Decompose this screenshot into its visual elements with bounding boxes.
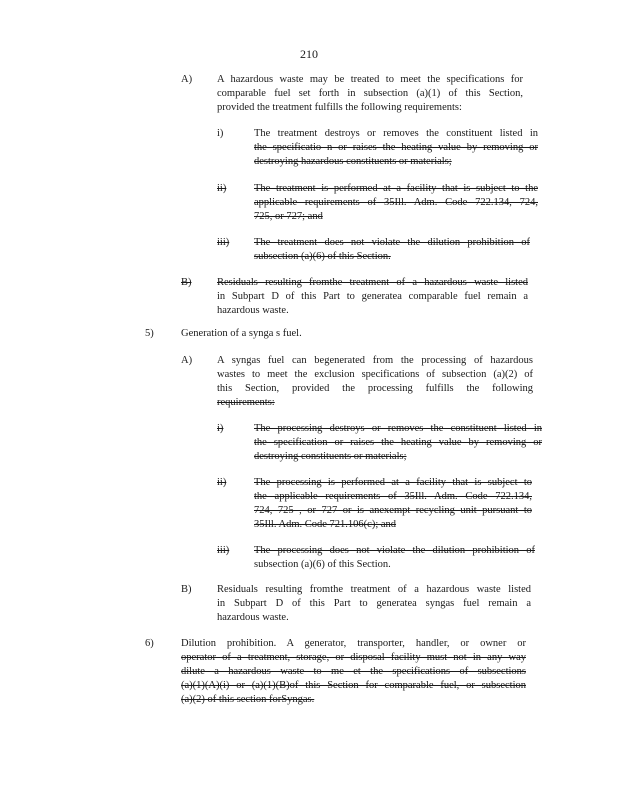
struck-text-line: subsection (a)(6) of this Section. <box>254 251 391 262</box>
text-line: Dilution prohibition. A generator, transporter, handler, or owner or <box>181 638 526 649</box>
struck-text-line: Residuals resulting fromthe treatment of a hazardous waste listed <box>217 277 528 288</box>
struck-text-line: 725, or 727; and <box>254 211 323 222</box>
section-heading-syngas-fuel <box>181 327 381 341</box>
paragraph-i-processing-destroys <box>254 422 542 464</box>
struck-text-line: 724, 725 , or 727 or is anexempt recycling unit pursuant to <box>254 505 532 516</box>
text-line: in Subpart D of this Part to generatea syngas fuel remain a <box>217 598 531 609</box>
page-number: 210 <box>300 47 318 61</box>
struck-text-line: (a)(1)(A)(i) or (a)(1)(B)of this Section for comparable fuel, or subsection <box>181 680 526 691</box>
paragraph-ii-processing-facility <box>254 476 532 532</box>
paragraph-dilution-prohibition <box>181 637 526 707</box>
item-label-a: A) <box>181 355 193 366</box>
paragraph-ii-treatment-facility <box>254 182 538 224</box>
paragraph-b-residuals-syngas <box>217 583 531 625</box>
item-label-a: A) <box>181 74 193 85</box>
text-line: provided the treatment fulfills the following requirements: <box>217 102 462 113</box>
struck-text-line: the specification or raises the heating value by removing or <box>254 437 542 448</box>
struck-text-line: applicable requirements of 35Ill. Adm. Code 722.134, 724, <box>254 197 538 208</box>
item-label-i: i) <box>217 423 224 434</box>
struck-text-line: requirements: <box>217 397 275 408</box>
text-line: Generation of a synga s fuel. <box>181 328 302 339</box>
struck-text-line: operator of a treatment, storage, or disposal facility must not in any way <box>181 652 526 663</box>
struck-text-line: The treatment does not violate the dilution prohibition of <box>254 237 530 248</box>
item-label-b: B) <box>181 277 192 288</box>
struck-text-line: destroying constituents or materials; <box>254 451 407 462</box>
struck-text-line: The processing does not violate the dilution prohibition of <box>254 545 535 556</box>
item-label-ii: ii) <box>217 183 227 194</box>
text-line: A syngas fuel can begenerated from the processing of hazardous <box>217 355 533 366</box>
struck-text-line: The treatment is performed at a facility that is subject to the <box>254 183 538 194</box>
paragraph-iii-processing-dilution <box>254 544 535 572</box>
text-line: subsection (a)(6) of this Section. <box>254 559 391 570</box>
struck-text-line: destroying hazardous constituents or materials; <box>254 156 452 167</box>
paragraph-i-treatment-destroys <box>254 127 538 169</box>
struck-text-line: the applicable requirements of 35Ill. Adm. Code 722.134, <box>254 491 532 502</box>
text-line: hazardous waste. <box>217 305 289 316</box>
item-label-iii: iii) <box>217 237 230 248</box>
section-label-6: 6) <box>145 638 154 649</box>
struck-text-line: The processing is performed at a facility that is subject to <box>254 477 532 488</box>
item-label-ii: ii) <box>217 477 227 488</box>
text-line: comparable fuel set forth in subsection (a)(1) of this Section, <box>217 88 523 99</box>
struck-text-line: 35Ill. Adm. Code 721.106(c); and <box>254 519 397 530</box>
text-line: this Section, provided the processing fulfills the following <box>217 383 533 394</box>
text-line: The treatment destroys or removes the constituent listed in <box>254 128 538 139</box>
struck-text-line: (a)(2) of this section forSyngas. <box>181 694 315 705</box>
paragraph-b-residuals-comparable-fuel <box>217 276 528 318</box>
section-label-5: 5) <box>145 328 154 339</box>
item-label-b: B) <box>181 584 192 595</box>
struck-text-line: dilute a hazardous waste to me et the specifications of subsections <box>181 666 526 677</box>
paragraph-a-syngas-generation <box>217 354 533 410</box>
text-line: hazardous waste. <box>217 612 289 623</box>
paragraph-a-comparable-fuel-treatment <box>217 73 523 115</box>
text-line: in Subpart D of this Part to generatea comparable fuel remain a <box>217 291 528 302</box>
struck-text-line: the specificatio n or raises the heating value by removing or <box>254 142 538 153</box>
paragraph-iii-dilution <box>254 236 530 264</box>
text-line: wastes to meet the exclusion specifications of subsection (a)(2) of <box>217 369 533 380</box>
item-label-i: i) <box>217 128 224 139</box>
text-line: Residuals resulting fromthe treatment of a hazardous waste listed <box>217 584 531 595</box>
item-label-iii: iii) <box>217 545 230 556</box>
struck-text-line: The processing destroys or removes the constituent listed in <box>254 423 542 434</box>
text-line: A hazardous waste may be treated to meet the specifications for <box>217 74 523 85</box>
